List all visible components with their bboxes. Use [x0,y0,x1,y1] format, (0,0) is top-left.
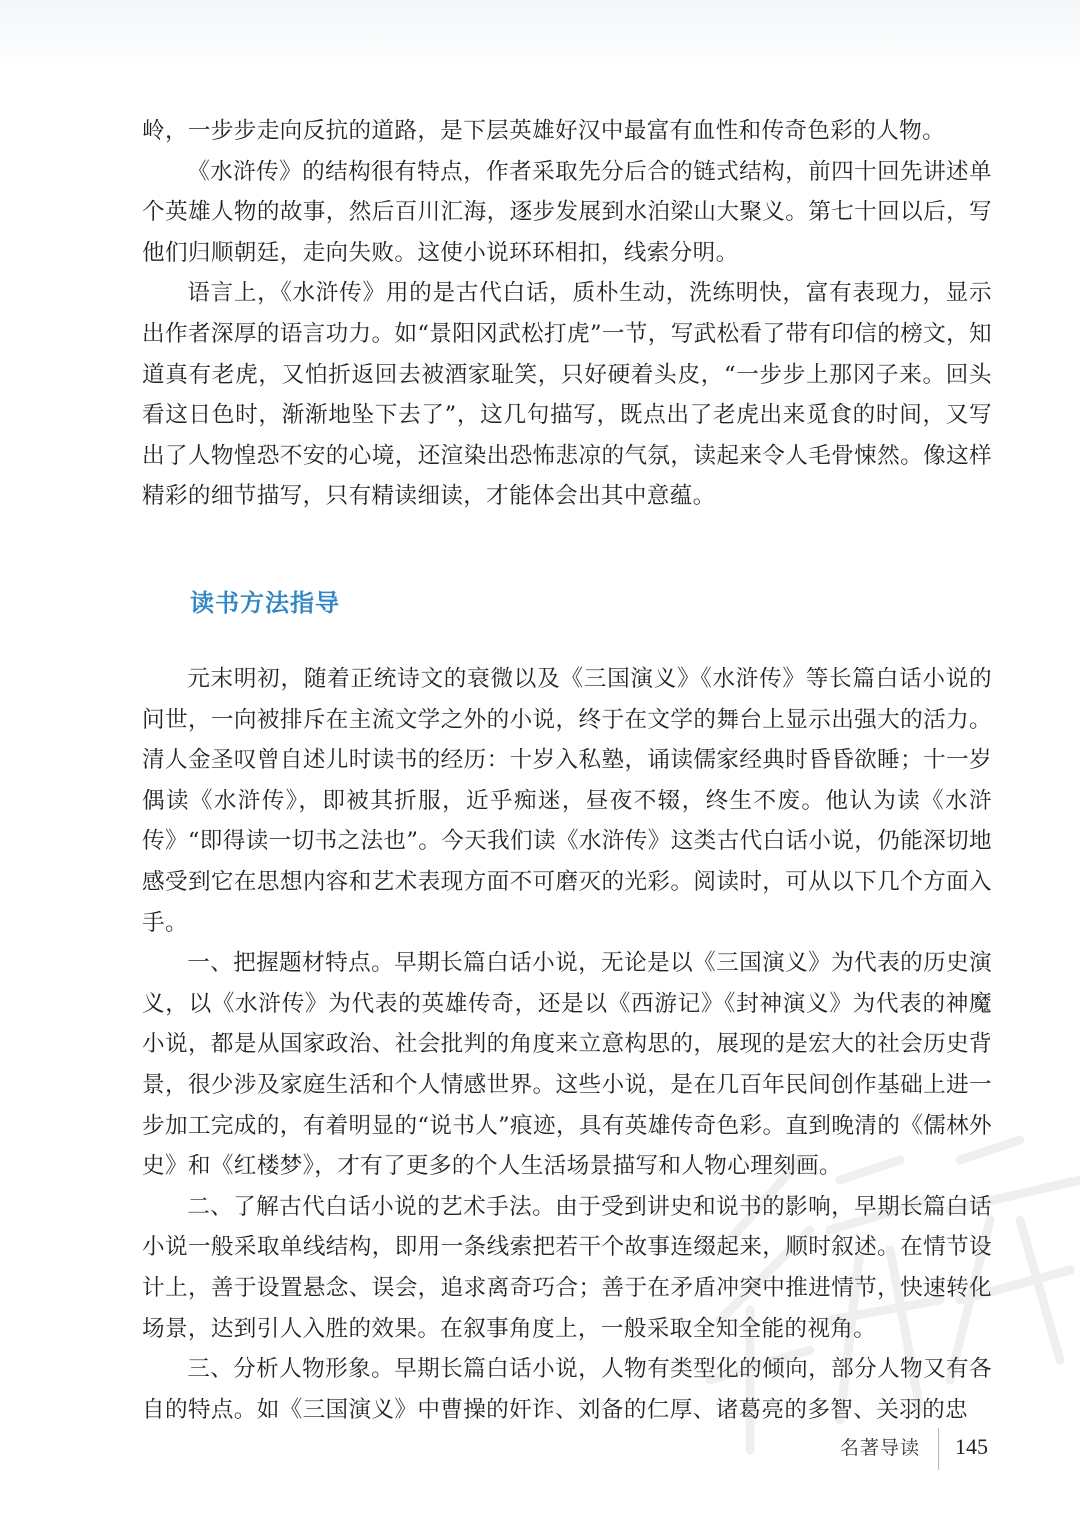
footer-book-title: 名著导读 [839,1437,920,1459]
reading-guide-section [142,659,992,1430]
paragraph-structure: 《水浒传》的结构很有特点，作者采取先分后合的链式结构，前四十回先讲述单个英雄人物的故事，然后百川汇海，逐步发展到水泊梁山大聚义。第七十回以后，写他们归顺朝廷，走向失败。这使小说环环相扣，线索分明。 [142,158,992,266]
footer-divider [938,1428,939,1470]
paragraph-language: 语言上，《水浒传》用的是古代白话，质朴生动，洗练明快，富有表现力，显示出作者深厚的语言功力。如“景阳冈武松打虎”一节，写武松看了带有印信的榜文，知道真有老虎，又怕折返回去被酒家耻笑，只好硬着头皮，“一步步上那冈子来。回头看这日色时，渐渐地坠下去了”，这几句描写，既点出了老虎出来觅食的时间，又写出了人物惶恐不安的心境，还渲染出恐怖悲凉的气氛，读起来令人毛骨悚然。像这样精彩的细节描写，只有精读细读，才能体会出其中意蕴。 [142,280,992,510]
paragraph-continued: 岭，一步步走向反抗的道路，是下层英雄好汉中最富有血性和传奇色彩的人物。 [142,118,946,144]
paragraph-point-one: 一、把握题材特点。早期长篇白话小说，无论是以《三国演义》为代表的历史演义，以《水浒传》为代表的英雄传奇，还是以《西游记》《封神演义》为代表的神魔小说，都是从国家政治、社会批判的角度来立意构思的，展现的是宏大的社会历史背景，很少涉及家庭生活和个人情感世界。这些小说，是在几百年民间创作基础上进一步加工完成的，有着明显的“说书人”痕迹，具有英雄传奇色彩。直到晚清的《儒林外史》和《红楼梦》，才有了更多的个人生活场景描写和人物心理刻画。 [142,950,992,1180]
paragraph-point-two: 二、了解古代白话小说的艺术手法。由于受到讲史和说书的影响，早期长篇白话小说一般采取单线结构，即用一条线索把若干个故事连缀起来，顺时叙述。在情节设计上，善于设置悬念、误会，追求离奇巧合；善于在矛盾冲突中推进情节，快速转化场景，达到引人入胜的效果。在叙事角度上，一般采取全知全能的视角。 [142,1193,992,1342]
page-number: 145 [955,1434,988,1459]
top-header-band [0,0,1080,70]
section-heading: 读书方法指导 [190,589,340,617]
paragraph-intro: 元末明初，随着正统诗文的衰微以及《三国演义》《水浒传》等长篇白话小说的问世，一向被排斥在主流文学之外的小说，终于在文学的舞台上显示出强大的活力。清人金圣叹曾自述儿时读书的经历：十岁入私塾，诵读儒家经典时昏昏欲睡；十一岁偶读《水浒传》，即被其折服，近乎痴迷，昼夜不辍，终生不废。他认为读《水浒传》“即得读一切书之法也”。今天我们读《水浒传》这类古代白话小说，仍能深切地感受到它在思想内容和艺术表现方面不可磨灭的光彩。阅读时，可从以下几个方面入手。 [142,666,992,936]
paragraph-point-three: 三、分析人物形象。早期长篇白话小说，人物有类型化的倾向，部分人物又有各自的特点。如《三国演义》中曹操的奸诈、刘备的仁厚、诸葛亮的多智、关羽的忠 [142,1356,992,1423]
continued-text-section [142,111,992,517]
